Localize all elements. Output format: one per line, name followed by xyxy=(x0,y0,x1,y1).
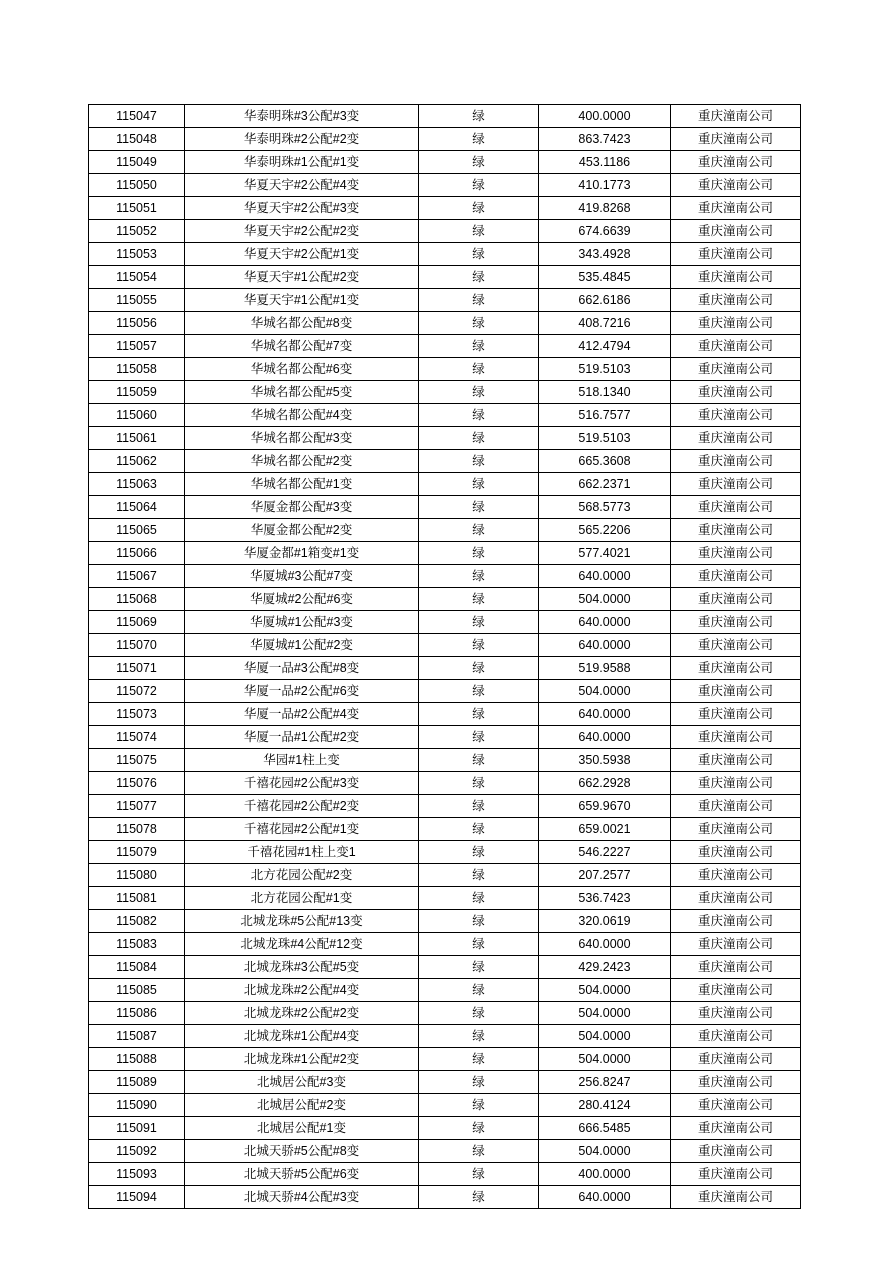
table-cell-id: 115062 xyxy=(89,450,185,473)
table-cell-company: 重庆潼南公司 xyxy=(671,174,801,197)
table-cell-id: 115063 xyxy=(89,473,185,496)
table-cell-level: 绿 xyxy=(419,1071,539,1094)
table-row xyxy=(89,703,801,726)
table-cell-level: 绿 xyxy=(419,473,539,496)
table-cell-company: 重庆潼南公司 xyxy=(671,427,801,450)
table-cell-name: 华城名都公配#4变 xyxy=(185,404,419,427)
table-cell-id: 115094 xyxy=(89,1186,185,1209)
table-row xyxy=(89,312,801,335)
table-cell-value: 343.4928 xyxy=(539,243,671,266)
table-row xyxy=(89,611,801,634)
table-cell-name: 华夏天宇#2公配#2变 xyxy=(185,220,419,243)
table-cell-id: 115068 xyxy=(89,588,185,611)
table-cell-company: 重庆潼南公司 xyxy=(671,289,801,312)
table-cell-level: 绿 xyxy=(419,887,539,910)
table-cell-value: 640.0000 xyxy=(539,726,671,749)
table-row xyxy=(89,634,801,657)
table-cell-name: 华厦一品#1公配#2变 xyxy=(185,726,419,749)
table-cell-company: 重庆潼南公司 xyxy=(671,312,801,335)
table-cell-id: 115086 xyxy=(89,1002,185,1025)
table-cell-name: 千禧花园#2公配#1变 xyxy=(185,818,419,841)
table-cell-value: 504.0000 xyxy=(539,1025,671,1048)
table-row xyxy=(89,1048,801,1071)
table-cell-id: 115083 xyxy=(89,933,185,956)
table-row xyxy=(89,358,801,381)
table-cell-level: 绿 xyxy=(419,841,539,864)
table-row xyxy=(89,404,801,427)
table-cell-company: 重庆潼南公司 xyxy=(671,680,801,703)
table-cell-company: 重庆潼南公司 xyxy=(671,519,801,542)
table-row xyxy=(89,105,801,128)
table-cell-value: 504.0000 xyxy=(539,979,671,1002)
table-cell-company: 重庆潼南公司 xyxy=(671,979,801,1002)
table-cell-level: 绿 xyxy=(419,795,539,818)
table-row xyxy=(89,910,801,933)
table-cell-level: 绿 xyxy=(419,680,539,703)
table-cell-level: 绿 xyxy=(419,243,539,266)
table-cell-company: 重庆潼南公司 xyxy=(671,841,801,864)
table-cell-id: 115057 xyxy=(89,335,185,358)
table-cell-id: 115073 xyxy=(89,703,185,726)
table-cell-company: 重庆潼南公司 xyxy=(671,404,801,427)
table-cell-value: 863.7423 xyxy=(539,128,671,151)
table-cell-name: 华夏天宇#2公配#1变 xyxy=(185,243,419,266)
table-cell-id: 115078 xyxy=(89,818,185,841)
table-body xyxy=(89,105,801,1209)
table-cell-company: 重庆潼南公司 xyxy=(671,657,801,680)
table-cell-id: 115059 xyxy=(89,381,185,404)
table-cell-level: 绿 xyxy=(419,611,539,634)
table-cell-name: 北城龙珠#2公配#2变 xyxy=(185,1002,419,1025)
table-cell-level: 绿 xyxy=(419,266,539,289)
table-cell-name: 华城名都公配#8变 xyxy=(185,312,419,335)
table-cell-name: 华夏天宇#2公配#3变 xyxy=(185,197,419,220)
table-cell-value: 536.7423 xyxy=(539,887,671,910)
table-cell-company: 重庆潼南公司 xyxy=(671,1002,801,1025)
table-cell-company: 重庆潼南公司 xyxy=(671,933,801,956)
table-cell-company: 重庆潼南公司 xyxy=(671,703,801,726)
table-cell-company: 重庆潼南公司 xyxy=(671,542,801,565)
table-cell-value: 665.3608 xyxy=(539,450,671,473)
table-row xyxy=(89,795,801,818)
table-row xyxy=(89,1071,801,1094)
table-cell-level: 绿 xyxy=(419,634,539,657)
table-row xyxy=(89,243,801,266)
table-cell-value: 640.0000 xyxy=(539,703,671,726)
table-cell-value: 516.7577 xyxy=(539,404,671,427)
table-cell-company: 重庆潼南公司 xyxy=(671,105,801,128)
table-cell-name: 北城居公配#1变 xyxy=(185,1117,419,1140)
table-cell-level: 绿 xyxy=(419,1186,539,1209)
table-row xyxy=(89,565,801,588)
table-cell-name: 华夏天宇#1公配#2变 xyxy=(185,266,419,289)
table-cell-id: 115054 xyxy=(89,266,185,289)
table-cell-company: 重庆潼南公司 xyxy=(671,588,801,611)
table-cell-company: 重庆潼南公司 xyxy=(671,726,801,749)
table-cell-company: 重庆潼南公司 xyxy=(671,128,801,151)
table-cell-company: 重庆潼南公司 xyxy=(671,496,801,519)
table-cell-id: 115085 xyxy=(89,979,185,1002)
table-cell-name: 千禧花园#2公配#2变 xyxy=(185,795,419,818)
table-cell-id: 115092 xyxy=(89,1140,185,1163)
table-row xyxy=(89,220,801,243)
table-cell-id: 115091 xyxy=(89,1117,185,1140)
table-cell-id: 115093 xyxy=(89,1163,185,1186)
table-cell-value: 640.0000 xyxy=(539,634,671,657)
table-cell-company: 重庆潼南公司 xyxy=(671,956,801,979)
table-cell-id: 115076 xyxy=(89,772,185,795)
table-cell-company: 重庆潼南公司 xyxy=(671,749,801,772)
table-cell-name: 华厦城#2公配#6变 xyxy=(185,588,419,611)
table-row xyxy=(89,519,801,542)
table-cell-company: 重庆潼南公司 xyxy=(671,1048,801,1071)
table-row xyxy=(89,864,801,887)
table-cell-id: 115077 xyxy=(89,795,185,818)
table-cell-name: 华泰明珠#1公配#1变 xyxy=(185,151,419,174)
table-cell-id: 115074 xyxy=(89,726,185,749)
table-cell-value: 400.0000 xyxy=(539,105,671,128)
table-cell-level: 绿 xyxy=(419,933,539,956)
table-cell-name: 华厦金都公配#3变 xyxy=(185,496,419,519)
table-cell-level: 绿 xyxy=(419,1002,539,1025)
table-cell-company: 重庆潼南公司 xyxy=(671,772,801,795)
table-cell-level: 绿 xyxy=(419,197,539,220)
table-cell-level: 绿 xyxy=(419,381,539,404)
table-cell-value: 662.2371 xyxy=(539,473,671,496)
table-cell-id: 115067 xyxy=(89,565,185,588)
table-cell-id: 115079 xyxy=(89,841,185,864)
table-cell-name: 北方花园公配#1变 xyxy=(185,887,419,910)
table-cell-value: 568.5773 xyxy=(539,496,671,519)
table-cell-company: 重庆潼南公司 xyxy=(671,1071,801,1094)
table-cell-value: 535.4845 xyxy=(539,266,671,289)
table-row xyxy=(89,818,801,841)
table-cell-company: 重庆潼南公司 xyxy=(671,243,801,266)
table-cell-value: 662.2928 xyxy=(539,772,671,795)
table-cell-level: 绿 xyxy=(419,427,539,450)
table-row xyxy=(89,1117,801,1140)
table-cell-level: 绿 xyxy=(419,1025,539,1048)
table-row xyxy=(89,473,801,496)
table-row xyxy=(89,496,801,519)
table-cell-id: 115082 xyxy=(89,910,185,933)
table-cell-value: 518.1340 xyxy=(539,381,671,404)
table-cell-level: 绿 xyxy=(419,105,539,128)
table-row xyxy=(89,979,801,1002)
table-cell-level: 绿 xyxy=(419,1094,539,1117)
table-cell-id: 115081 xyxy=(89,887,185,910)
table-cell-company: 重庆潼南公司 xyxy=(671,887,801,910)
table-cell-id: 115058 xyxy=(89,358,185,381)
table-cell-name: 华泰明珠#2公配#2变 xyxy=(185,128,419,151)
table-cell-name: 华厦金都公配#2变 xyxy=(185,519,419,542)
table-cell-name: 北方花园公配#2变 xyxy=(185,864,419,887)
table-cell-level: 绿 xyxy=(419,864,539,887)
table-row xyxy=(89,749,801,772)
table-cell-company: 重庆潼南公司 xyxy=(671,197,801,220)
table-cell-level: 绿 xyxy=(419,1117,539,1140)
table-cell-id: 115089 xyxy=(89,1071,185,1094)
table-cell-name: 华厦城#1公配#2变 xyxy=(185,634,419,657)
data-table-container xyxy=(88,104,800,1209)
table-cell-value: 207.2577 xyxy=(539,864,671,887)
table-cell-company: 重庆潼南公司 xyxy=(671,335,801,358)
table-cell-level: 绿 xyxy=(419,956,539,979)
table-row xyxy=(89,381,801,404)
table-row xyxy=(89,450,801,473)
table-cell-id: 115053 xyxy=(89,243,185,266)
table-cell-id: 115048 xyxy=(89,128,185,151)
table-cell-level: 绿 xyxy=(419,565,539,588)
table-cell-value: 674.6639 xyxy=(539,220,671,243)
table-cell-company: 重庆潼南公司 xyxy=(671,220,801,243)
table-row xyxy=(89,1002,801,1025)
table-cell-level: 绿 xyxy=(419,818,539,841)
table-cell-level: 绿 xyxy=(419,358,539,381)
table-cell-name: 华厦金都#1箱变#1变 xyxy=(185,542,419,565)
table-cell-level: 绿 xyxy=(419,588,539,611)
table-cell-name: 华城名都公配#2变 xyxy=(185,450,419,473)
table-cell-company: 重庆潼南公司 xyxy=(671,1117,801,1140)
table-cell-level: 绿 xyxy=(419,289,539,312)
table-row xyxy=(89,956,801,979)
table-cell-value: 504.0000 xyxy=(539,588,671,611)
table-cell-level: 绿 xyxy=(419,404,539,427)
table-cell-value: 640.0000 xyxy=(539,933,671,956)
table-cell-name: 北城居公配#2变 xyxy=(185,1094,419,1117)
table-cell-company: 重庆潼南公司 xyxy=(671,266,801,289)
table-cell-name: 北城龙珠#5公配#13变 xyxy=(185,910,419,933)
table-cell-value: 504.0000 xyxy=(539,1140,671,1163)
table-row xyxy=(89,174,801,197)
table-cell-company: 重庆潼南公司 xyxy=(671,1163,801,1186)
table-cell-name: 北城龙珠#3公配#5变 xyxy=(185,956,419,979)
table-cell-id: 115071 xyxy=(89,657,185,680)
table-cell-name: 华厦一品#3公配#8变 xyxy=(185,657,419,680)
table-cell-name: 北城龙珠#1公配#4变 xyxy=(185,1025,419,1048)
table-cell-name: 华城名都公配#1变 xyxy=(185,473,419,496)
table-cell-name: 北城天骄#5公配#8变 xyxy=(185,1140,419,1163)
table-row xyxy=(89,1025,801,1048)
table-cell-value: 504.0000 xyxy=(539,680,671,703)
table-cell-value: 519.9588 xyxy=(539,657,671,680)
table-cell-name: 千禧花园#2公配#3变 xyxy=(185,772,419,795)
table-cell-level: 绿 xyxy=(419,312,539,335)
table-cell-level: 绿 xyxy=(419,151,539,174)
table-cell-name: 华城名都公配#3变 xyxy=(185,427,419,450)
table-cell-value: 659.0021 xyxy=(539,818,671,841)
table-cell-id: 115090 xyxy=(89,1094,185,1117)
table-cell-company: 重庆潼南公司 xyxy=(671,1025,801,1048)
table-cell-value: 256.8247 xyxy=(539,1071,671,1094)
table-cell-name: 华厦城#1公配#3变 xyxy=(185,611,419,634)
table-cell-name: 北城龙珠#1公配#2变 xyxy=(185,1048,419,1071)
table-cell-name: 华厦一品#2公配#6变 xyxy=(185,680,419,703)
table-cell-name: 华城名都公配#6变 xyxy=(185,358,419,381)
table-cell-value: 400.0000 xyxy=(539,1163,671,1186)
table-cell-level: 绿 xyxy=(419,519,539,542)
table-cell-name: 北城天骄#5公配#6变 xyxy=(185,1163,419,1186)
table-row xyxy=(89,151,801,174)
table-row xyxy=(89,542,801,565)
table-cell-level: 绿 xyxy=(419,496,539,519)
table-cell-name: 北城居公配#3变 xyxy=(185,1071,419,1094)
table-cell-value: 565.2206 xyxy=(539,519,671,542)
table-cell-id: 115056 xyxy=(89,312,185,335)
table-cell-id: 115051 xyxy=(89,197,185,220)
table-cell-value: 640.0000 xyxy=(539,1186,671,1209)
table-cell-name: 华城名都公配#7变 xyxy=(185,335,419,358)
table-cell-id: 115052 xyxy=(89,220,185,243)
table-cell-name: 北城龙珠#4公配#12变 xyxy=(185,933,419,956)
table-cell-id: 115061 xyxy=(89,427,185,450)
table-cell-company: 重庆潼南公司 xyxy=(671,151,801,174)
table-cell-name: 华园#1柱上变 xyxy=(185,749,419,772)
table-cell-id: 115049 xyxy=(89,151,185,174)
table-cell-name: 华城名都公配#5变 xyxy=(185,381,419,404)
table-cell-level: 绿 xyxy=(419,1048,539,1071)
table-row xyxy=(89,1094,801,1117)
table-row xyxy=(89,1186,801,1209)
table-row xyxy=(89,657,801,680)
table-row xyxy=(89,128,801,151)
table-cell-level: 绿 xyxy=(419,220,539,243)
table-row xyxy=(89,289,801,312)
table-cell-value: 659.9670 xyxy=(539,795,671,818)
table-cell-name: 北城天骄#4公配#3变 xyxy=(185,1186,419,1209)
table-cell-value: 453.1186 xyxy=(539,151,671,174)
table-cell-company: 重庆潼南公司 xyxy=(671,473,801,496)
table-cell-level: 绿 xyxy=(419,335,539,358)
table-cell-value: 519.5103 xyxy=(539,358,671,381)
table-row xyxy=(89,335,801,358)
table-cell-level: 绿 xyxy=(419,542,539,565)
table-row xyxy=(89,197,801,220)
table-cell-value: 504.0000 xyxy=(539,1048,671,1071)
table-cell-id: 115080 xyxy=(89,864,185,887)
table-cell-value: 412.4794 xyxy=(539,335,671,358)
table-cell-level: 绿 xyxy=(419,450,539,473)
table-cell-name: 华夏天宇#2公配#4变 xyxy=(185,174,419,197)
table-cell-id: 115070 xyxy=(89,634,185,657)
table-cell-level: 绿 xyxy=(419,910,539,933)
table-cell-level: 绿 xyxy=(419,772,539,795)
table-cell-value: 546.2227 xyxy=(539,841,671,864)
table-cell-level: 绿 xyxy=(419,1140,539,1163)
table-cell-id: 115047 xyxy=(89,105,185,128)
table-cell-company: 重庆潼南公司 xyxy=(671,795,801,818)
table-cell-value: 429.2423 xyxy=(539,956,671,979)
table-cell-level: 绿 xyxy=(419,128,539,151)
table-cell-level: 绿 xyxy=(419,1163,539,1186)
table-cell-level: 绿 xyxy=(419,979,539,1002)
table-row xyxy=(89,887,801,910)
table-row xyxy=(89,841,801,864)
table-cell-value: 408.7216 xyxy=(539,312,671,335)
table-cell-company: 重庆潼南公司 xyxy=(671,1094,801,1117)
table-cell-company: 重庆潼南公司 xyxy=(671,450,801,473)
table-cell-id: 115084 xyxy=(89,956,185,979)
table-cell-id: 115064 xyxy=(89,496,185,519)
table-cell-value: 280.4124 xyxy=(539,1094,671,1117)
table-row xyxy=(89,427,801,450)
table-cell-level: 绿 xyxy=(419,657,539,680)
table-cell-name: 千禧花园#1柱上变1 xyxy=(185,841,419,864)
table-row xyxy=(89,772,801,795)
table-cell-company: 重庆潼南公司 xyxy=(671,1186,801,1209)
table-cell-value: 577.4021 xyxy=(539,542,671,565)
table-row xyxy=(89,1163,801,1186)
table-cell-company: 重庆潼南公司 xyxy=(671,1140,801,1163)
table-cell-name: 华厦城#3公配#7变 xyxy=(185,565,419,588)
table-cell-id: 115087 xyxy=(89,1025,185,1048)
table-cell-company: 重庆潼南公司 xyxy=(671,358,801,381)
table-cell-name: 北城龙珠#2公配#4变 xyxy=(185,979,419,1002)
data-table xyxy=(88,104,801,1209)
table-cell-level: 绿 xyxy=(419,174,539,197)
table-row xyxy=(89,266,801,289)
table-cell-name: 华厦一品#2公配#4变 xyxy=(185,703,419,726)
table-row xyxy=(89,1140,801,1163)
table-row xyxy=(89,680,801,703)
table-cell-level: 绿 xyxy=(419,726,539,749)
table-cell-value: 320.0619 xyxy=(539,910,671,933)
table-cell-company: 重庆潼南公司 xyxy=(671,818,801,841)
table-cell-company: 重庆潼南公司 xyxy=(671,634,801,657)
table-cell-id: 115075 xyxy=(89,749,185,772)
table-cell-level: 绿 xyxy=(419,749,539,772)
table-cell-level: 绿 xyxy=(419,703,539,726)
table-cell-id: 115065 xyxy=(89,519,185,542)
table-cell-name: 华泰明珠#3公配#3变 xyxy=(185,105,419,128)
table-cell-id: 115069 xyxy=(89,611,185,634)
table-cell-id: 115050 xyxy=(89,174,185,197)
table-cell-id: 115088 xyxy=(89,1048,185,1071)
table-cell-company: 重庆潼南公司 xyxy=(671,381,801,404)
table-cell-value: 419.8268 xyxy=(539,197,671,220)
table-cell-name: 华夏天宇#1公配#1变 xyxy=(185,289,419,312)
table-cell-company: 重庆潼南公司 xyxy=(671,611,801,634)
table-cell-value: 519.5103 xyxy=(539,427,671,450)
table-cell-company: 重庆潼南公司 xyxy=(671,565,801,588)
table-cell-id: 115066 xyxy=(89,542,185,565)
table-cell-value: 350.5938 xyxy=(539,749,671,772)
table-cell-value: 640.0000 xyxy=(539,611,671,634)
table-cell-company: 重庆潼南公司 xyxy=(671,864,801,887)
table-cell-value: 410.1773 xyxy=(539,174,671,197)
table-cell-value: 640.0000 xyxy=(539,565,671,588)
table-row xyxy=(89,933,801,956)
table-cell-company: 重庆潼南公司 xyxy=(671,910,801,933)
table-cell-value: 504.0000 xyxy=(539,1002,671,1025)
table-row xyxy=(89,726,801,749)
table-cell-id: 115055 xyxy=(89,289,185,312)
table-row xyxy=(89,588,801,611)
table-cell-value: 666.5485 xyxy=(539,1117,671,1140)
table-cell-id: 115072 xyxy=(89,680,185,703)
table-cell-id: 115060 xyxy=(89,404,185,427)
table-cell-value: 662.6186 xyxy=(539,289,671,312)
